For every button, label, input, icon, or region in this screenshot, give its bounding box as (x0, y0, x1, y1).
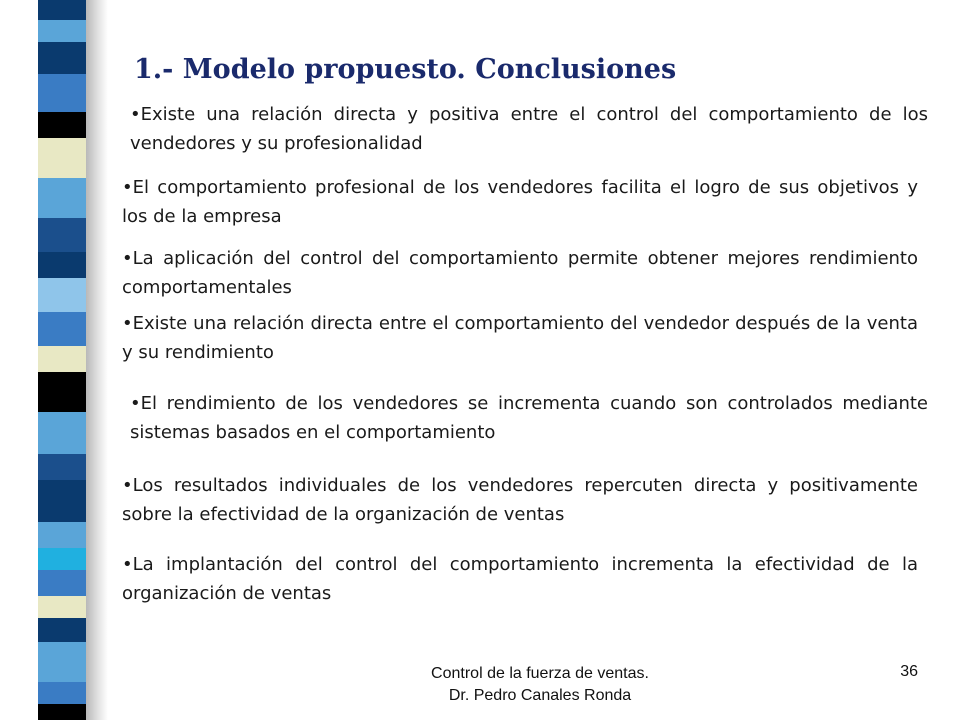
strip-band (38, 20, 86, 42)
bullet-item: •Existe una relación directa y positiva entre el control del comportamiento de los vendedores y su profesionalidad (130, 104, 928, 154)
slide-title: 1.- Modelo propuesto. Conclusiones (134, 54, 677, 85)
strip-shadow (86, 0, 108, 720)
strip-band (38, 596, 86, 618)
bullet-item: •Existe una relación directa entre el comportamiento del vendedor después de la venta y su rendimiento (122, 313, 918, 363)
strip-band (38, 704, 86, 720)
strip-band (38, 372, 86, 412)
bullet-item: •Los resultados individuales de los vendedores repercuten directa y positivamente sobre la efectividad de la organización de ventas (122, 475, 918, 525)
strip-band (38, 278, 86, 312)
strip-band (38, 218, 86, 252)
strip-band (38, 454, 86, 480)
decorative-color-strip (38, 0, 86, 720)
bullet-item: •El comportamiento profesional de los vendedores facilita el logro de sus objetivos y los de la empresa (122, 177, 918, 227)
strip-band (38, 682, 86, 704)
strip-band (38, 642, 86, 682)
strip-band (38, 74, 86, 112)
strip-band (38, 548, 86, 570)
strip-band (38, 138, 86, 178)
strip-band (38, 480, 86, 522)
strip-band (38, 412, 86, 454)
strip-band (38, 312, 86, 346)
strip-band (38, 0, 86, 20)
strip-band (38, 570, 86, 596)
page-number: 36 (900, 663, 918, 680)
strip-band (38, 252, 86, 278)
strip-band (38, 112, 86, 138)
footer-author: Dr. Pedro Canales Ronda (448, 687, 632, 704)
strip-band (38, 618, 86, 642)
strip-band (38, 522, 86, 548)
bullet-item: •La aplicación del control del comportamiento permite obtener mejores rendimiento comportamentales (122, 248, 918, 298)
bullet-item: •La implantación del control del comportamiento incrementa la efectividad de la organización de ventas (122, 554, 918, 604)
slide-footer (340, 663, 740, 707)
bullet-item: •El rendimiento de los vendedores se incrementa cuando son controlados mediante sistemas basados en el comportamiento (130, 393, 928, 443)
strip-band (38, 346, 86, 372)
strip-band (38, 178, 86, 218)
strip-band (38, 42, 86, 74)
footer-course: Control de la fuerza de ventas. (431, 665, 649, 682)
